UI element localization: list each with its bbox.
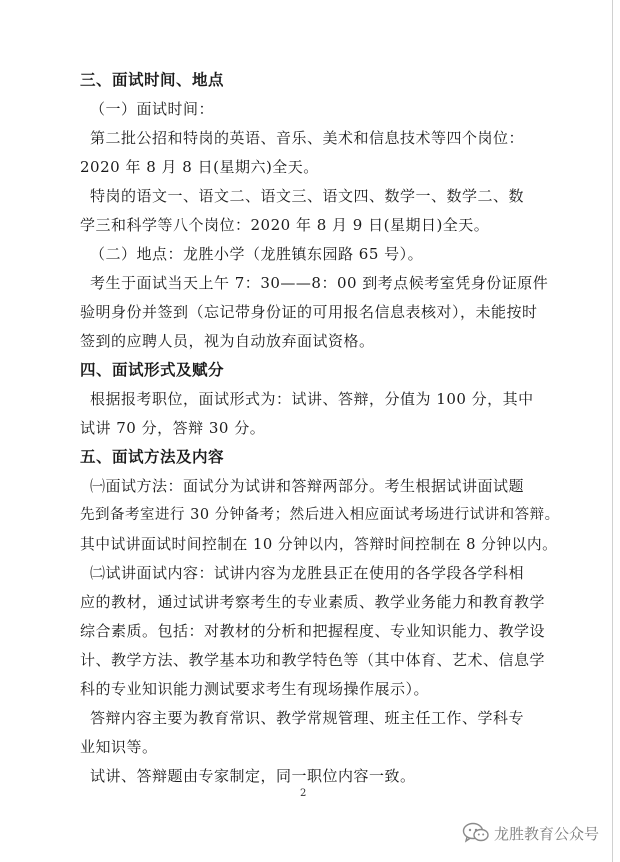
text-line: 试讲、答辩题由专家制定，同一职位内容一致。 — [90, 767, 416, 785]
text-line: 学三和科学等八个岗位：2020 年 8 月 9 日(星期日)全天。 — [80, 216, 490, 234]
text-line: 根据报考职位，面试形式为：试讲、答辩，分值为 100 分，其中 — [90, 390, 534, 408]
section-heading: 五、面试方法及内容 — [80, 448, 225, 466]
page-edge-divider — [612, 0, 613, 862]
text-line: 2020 年 8 月 8 日(星期六)全天。 — [80, 158, 319, 176]
watermark — [462, 822, 599, 844]
text-line: （二）地点：龙胜小学（龙胜镇东园路 65 号）。 — [90, 245, 424, 263]
text-line: 考生于面试当天上午 7：30——8：00 到考点候考室凭身份证原件 — [90, 274, 549, 292]
section-heading: 四、面试形式及赋分 — [80, 361, 225, 379]
text-line: ㈠面试方法：面试分为试讲和答辩两部分。考生根据试讲面试题 — [90, 477, 525, 495]
text-line: 试讲 70 分，答辩 30 分。 — [80, 419, 266, 437]
text-line: 特岗的语文一、语文二、语文三、语文四、数学一、数学二、数 — [90, 187, 525, 205]
text-line: （一）面试时间： — [90, 100, 215, 118]
text-line: 签到的应聘人员，视为自动放弃面试资格。 — [80, 332, 375, 350]
wechat-icon — [462, 822, 490, 844]
page-number: 2 — [300, 788, 307, 799]
text-line: 验明身份并签到（忘记带身份证的可用报名信息表核对），未能按时 — [80, 303, 538, 321]
text-line: 科的专业知识能力测试要求考生有现场操作展示）。 — [80, 680, 430, 698]
section-heading: 三、面试时间、地点 — [80, 71, 225, 89]
text-line: 应的教材，通过试讲考察考生的专业素质、教学业务能力和教育教学 — [80, 593, 546, 611]
text-line: 先到备考室进行 30 分钟备考；然后进入相应面试考场进行试讲和答辩。 — [80, 507, 560, 523]
text-line: ㈡试讲面试内容：试讲内容为龙胜县正在使用的各学段各学科相 — [90, 564, 525, 582]
text-line: 计、教学方法、教学基本功和教学特色等（其中体育、艺术、信息学 — [80, 651, 546, 669]
text-line: 其中试讲面试时间控制在 10 分钟以内，答辩时间控制在 8 分钟以内。 — [80, 536, 558, 553]
watermark-text: 龙胜教育公众号 — [494, 824, 600, 843]
document-body — [80, 66, 560, 791]
text-line: 综合素质。包括：对教材的分析和把握程度、专业知识能力、教学设 — [80, 622, 546, 640]
text-line: 答辩内容主要为教育常识、教学常规管理、班主任工作、学科专 — [90, 709, 525, 727]
text-line: 第二批公招和特岗的英语、音乐、美术和信息技术等四个岗位： — [90, 129, 525, 147]
text-line: 业知识等。 — [80, 738, 158, 756]
